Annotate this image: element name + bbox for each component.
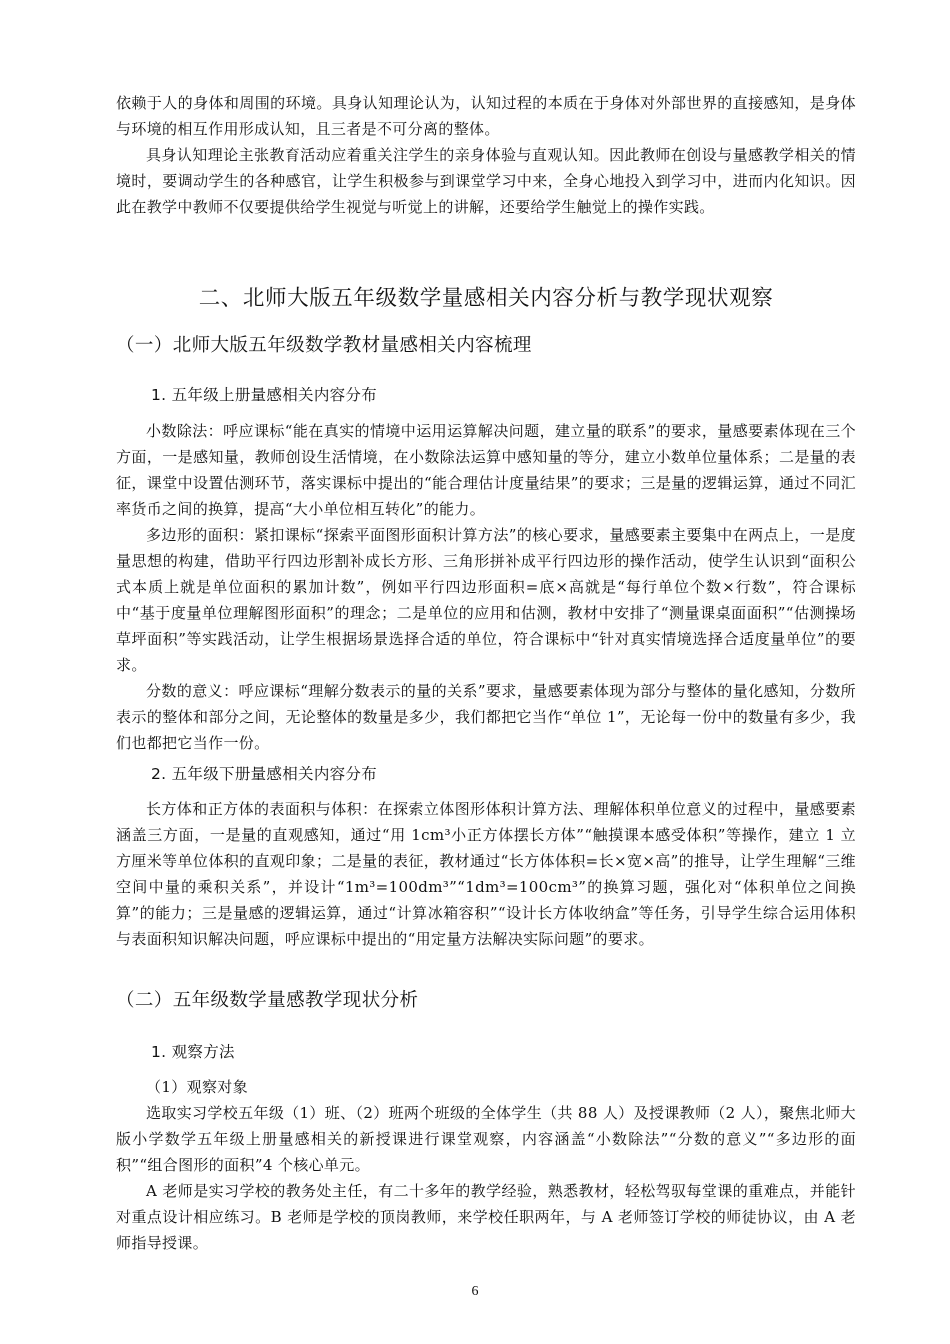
intro-block: [116, 90, 856, 220]
paragraph: A 老师是实习学校的教务处主任，有二十多年的教学经验，熟悉教材，轻松驾驭每堂课的重难点，并能针对重点设计相应练习。B 老师是学校的顶岗教师，来学校任职两年，与 A 老师签订学校的师徒协议，由 A 老师指导授课。: [116, 1182, 856, 1252]
page-number: 6: [471, 1284, 479, 1299]
item-heading: 1. 五年级上册量感相关内容分布: [151, 386, 378, 404]
content-block: [116, 796, 856, 952]
section-heading: 二、北师大版五年级数学量感相关内容分析与教学现状观察: [198, 286, 774, 311]
paragraph: 长方体和正方体的表面积与体积：在探索立体图形体积计算方法、理解体积单位意义的过程中，量感要素涵盖三方面，一是量的直观感知，通过“用 1cm³小正方体摆长方体”“触摸课本感受体积”等操作，建立 1 立方厘米等单位体积的直观印象；二是量的表征，教材通过“长方体体积=长×宽×高”的推导，让学生理解“三维空间中量的乘积关系”，并设计“1m³=100dm³”“1dm³=100cm³”的换算习题，强化对“体积单位之间换算”的能力；三是量感的逻辑运算，通过“计算冰箱容积”“设计长方体收纳盒”等任务，引导学生综合运用体积与表面积知识解决问题，呼应课标中提出的“用定量方法解决实际问题”的要求。: [116, 800, 856, 948]
paragraph: 具身认知理论主张教育活动应着重关注学生的亲身体验与直观认知。因此教师在创设与量感教学相关的情境时，要调动学生的各种感官，让学生积极参与到课堂学习中来，全身心地投入到学习中，进而内化知识。因此在教学中教师不仅要提供给学生视觉与听觉上的讲解，还要给学生触觉上的操作实践。: [116, 146, 856, 216]
content-block: [116, 1074, 856, 1256]
subsection-heading: （一）北师大版五年级数学教材量感相关内容梳理: [116, 335, 532, 356]
paragraph: 多边形的面积：紧扣课标“探索平面图形面积计算方法”的核心要求，量感要素主要集中在两点上，一是度量思想的构建，借助平行四边形割补成长方形、三角形拼补成平行四边形的操作活动，使学生认识到“面积公式本质上就是单位面积的累加计数”，例如平行四边形面积=底×高就是“每行单位个数×行数”，符合课标中“基于度量单位理解图形面积”的理念；二是单位的应用和估测，教材中安排了“测量课桌面面积”“估测操场草坪面积”等实践活动，让学生根据场景选择合适的单位，符合课标中“针对真实情境选择合适度量单位”的要求。: [116, 526, 856, 674]
sublabel: （1）观察对象: [146, 1078, 248, 1096]
paragraph: 分数的意义：呼应课标“理解分数表示的量的关系”要求，量感要素体现为部分与整体的量化感知，分数所表示的整体和部分之间，无论整体的数量是多少，我们都把它当作“单位 1”，无论每一份中的数量有多少，我们也都把它当作一份。: [116, 682, 856, 752]
paragraph: 小数除法：呼应课标“能在真实的情境中运用运算解决问题，建立量的联系”的要求，量感要素体现在三个方面，一是感知量，教师创设生活情境，在小数除法运算中感知量的等分，建立小数单位量体系；二是量的表征，课堂中设置估测环节，落实课标中提出的“能合理估计度量结果”的要求；三是量的逻辑运算，通过不同汇率货币之间的换算，提高“大小单位相互转化”的能力。: [116, 422, 856, 518]
content-block: [116, 418, 856, 756]
subsection-heading: （二）五年级数学量感教学现状分析: [116, 990, 419, 1011]
item-heading: 2. 五年级下册量感相关内容分布: [151, 765, 378, 783]
item-heading: 1. 观察方法: [151, 1043, 235, 1061]
paragraph: 依赖于人的身体和周围的环境。具身认知理论认为，认知过程的本质在于身体对外部世界的直接感知，是身体与环境的相互作用形成认知，且三者是不可分离的整体。: [116, 94, 856, 138]
paragraph: 选取实习学校五年级（1）班、（2）班两个班级的全体学生（共 88 人）及授课教师（2 人），聚焦北师大版小学数学五年级上册量感相关的新授课进行课堂观察，内容涵盖“小数除法”“分数的意义”“多边形的面积”“组合图形的面积”4 个核心单元。: [116, 1104, 856, 1174]
